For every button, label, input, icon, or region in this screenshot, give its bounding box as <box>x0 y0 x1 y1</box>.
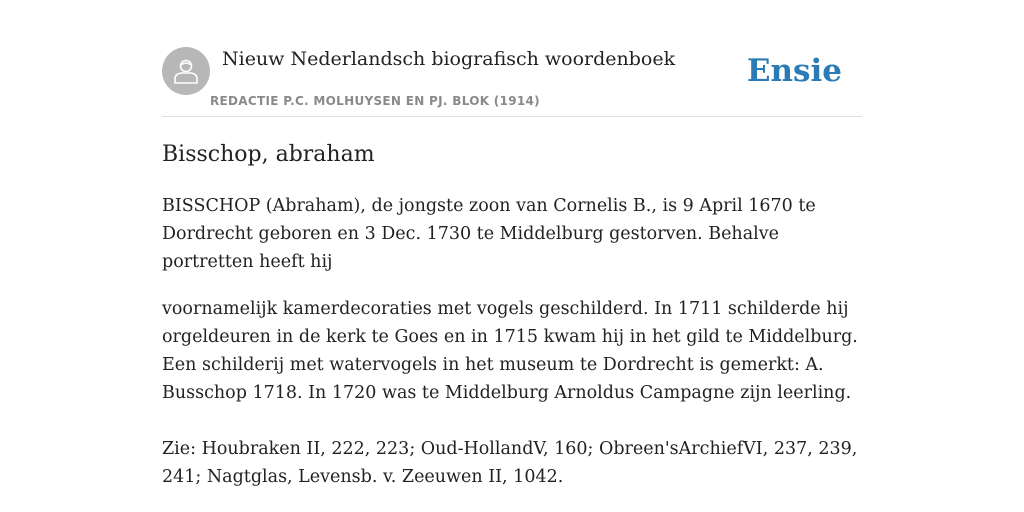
ensie-logo[interactable]: Ensie <box>746 53 842 89</box>
article-references: Zie: Houbraken II, 222, 223; Oud-HollandV, 160; Obreen'sArchiefVI, 237, 239, 241; Nagtglas, Levensb. v. Zeeuwen II, 1042. <box>162 439 858 487</box>
article-paragraph: voornamelijk kamerdecoraties met vogels geschilderd. In 1711 schilderde hij orgeldeuren in de kerk te Goes en in 1715 kwam hij in het gild te Middelburg. Een schilderij met watervogels in het museum te Dordrecht is gemerkt: A. Busschop 1718. In 1720 was te Middelburg Arnoldus Campagne zijn leerling. <box>162 299 858 403</box>
avatar[interactable] <box>162 47 210 95</box>
source-header <box>162 47 862 117</box>
page-title: Bisschop, abraham <box>162 142 375 167</box>
article-paragraph: BISSCHOP (Abraham), de jongste zoon van Cornelis B., is 9 April 1670 te Dordrecht geboren en 3 Dec. 1730 te Middelburg gestorven. Behalve portretten heeft hij <box>162 196 816 272</box>
source-editors: REDACTIE P.C. MOLHUYSEN EN PJ. BLOK (1914) <box>210 94 540 108</box>
source-title[interactable]: Nieuw Nederlandsch biografisch woordenboek <box>222 48 676 70</box>
user-outline-icon <box>173 57 199 85</box>
